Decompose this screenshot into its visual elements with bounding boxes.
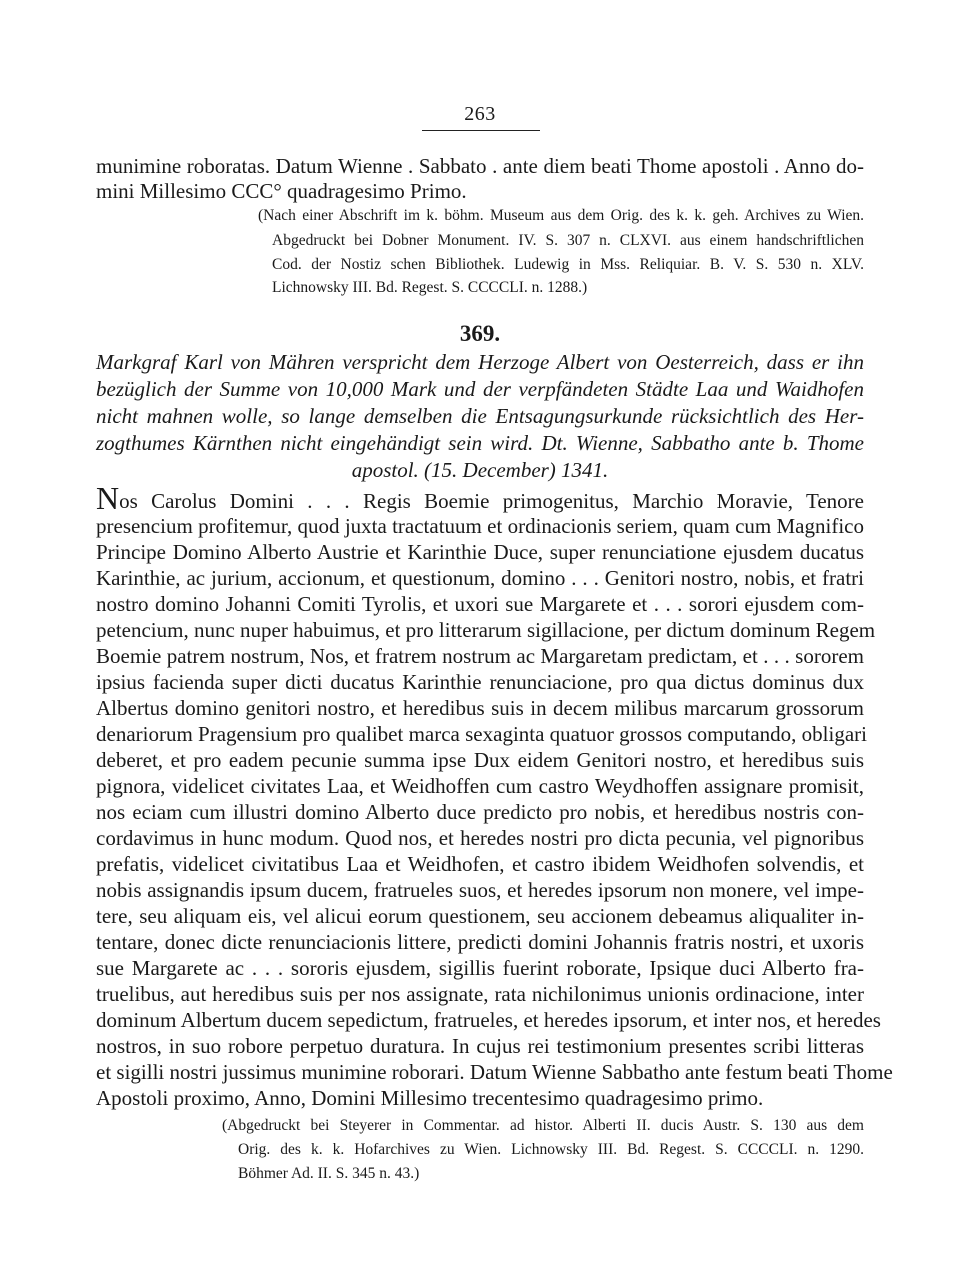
body-line: tentare, donec dicte renunciacionis littere, predicti domini Johannis fratris nostri, et uxoris — [96, 930, 864, 954]
body-line: et sigilli nostri jussimus munimine roborari. Datum Wienne Sabbatho ante festum beati Thome — [96, 1060, 893, 1084]
prev-doc-line: mini Millesimo CCC° quadragesimo Primo. — [96, 179, 467, 203]
body-line: cordavimus in hunc modum. Quod nos, et heredes nostri pro dicta pecunia, vel pignoribus — [96, 826, 864, 850]
body-line: nobis assignandis ipsum ducem, fratrueles suos, et heredes ipsorum non monere, vel impe- — [96, 878, 864, 902]
header-rule — [422, 130, 540, 131]
body-line: prefatis, videlicet civitatibus Laa et Weidhofen, et castro ibidem Weidhofen solvendis, et — [96, 852, 864, 876]
body-line: nostro domino Johanni Comiti Tyrolis, et uxori sue Margarete et . . . sorori ejusdem com- — [96, 592, 864, 616]
body-line: Karinthie, ac jurium, accionum, et questionum, domino . . . Genitori nostro, nobis, et fratri — [96, 566, 864, 590]
body-line: ipsius facienda super dicti ducatus Karinthie renunciacione, pro qua dictus dominus dux — [96, 670, 864, 694]
body-line: nostros, in suo robore perpetuo duratura. In cujus rei testimonium presentes scribi litteras — [96, 1034, 864, 1058]
body-line: Principe Domino Alberto Austrie et Karinthie Duce, super renunciatione ejusdem ducatus — [96, 540, 864, 564]
body-first-line — [96, 482, 864, 514]
body-line: denariorum Pragensium pro qualibet marca sexaginta quatuor grossos computando, obligari — [96, 722, 867, 746]
body-line: petencium, nunc nuper habuimus, et pro litterarum sigillacione, per dictum dominum Regem — [96, 618, 876, 642]
body-line: Apostoli proximo, Anno, Domini Millesimo trecentesimo quadragesimo primo. — [96, 1086, 764, 1110]
body-line: Boemie patrem nostrum, Nos, et fratrem nostrum ac Margaretam predictam, et . . . sororem — [96, 644, 864, 668]
drop-cap: N — [96, 480, 120, 516]
body-line: Albertus domino genitori nostro, et heredibus suis in decem milibus marcarum grossorum — [96, 696, 864, 720]
prev-doc-note-line: (Nach einer Abschrift im k. böhm. Museum aus dem Orig. des k. k. geh. Archives zu Wien. — [258, 207, 864, 224]
body-line: dominum Albertum ducem sepedictum, fratrueles, et heredes ipsorum, et inter nos, et heredes — [96, 1008, 881, 1032]
summary-line: Markgraf Karl von Mähren verspricht dem Herzoge Albert von Oesterreich, dass er ihn — [96, 350, 864, 374]
body-line: tere, seu aliquam eis, vel alicui eorum questionem, seu accionem debeamus aliqualiter in- — [96, 904, 864, 928]
body-line: pignora, videlicet civitates Laa, et Weidhoffen cum castro Weydhoffen assignare promisit, — [96, 774, 864, 798]
body-line: os Carolus Domini . . . Regis Boemie primogenitus, Marchio Moravie, Tenore — [119, 489, 864, 513]
body-line: sue Margarete ac . . . sororis ejusdem, sigillis fuerint roborate, Ipsique duci Alberto fra- — [96, 956, 864, 980]
summary-line: bezüglich der Summe von 10,000 Mark und der verpfändeten Städte Laa und Waidhofen — [96, 377, 864, 401]
page-number: 263 — [464, 103, 496, 125]
document-note-line: Böhmer Ad. II. S. 345 n. 43.) — [238, 1165, 420, 1182]
body-line: presencium profitemur, quod juxta tractatuum et ordinacionis seriem, quam cum Magnifico — [96, 514, 864, 538]
prev-doc-line: munimine roboratas. Datum Wienne . Sabbato . ante diem beati Thome apostoli . Anno do- — [96, 154, 864, 178]
body-line: deberet, et pro eadem pecunie summa ipse Dux eidem Genitori nostro, et heredibus suis — [96, 748, 864, 772]
document-number: 369. — [459, 321, 501, 346]
summary-line: nicht mahnen wolle, so lange demselben die Entsagungsurkunde rücksichtlich des Her- — [96, 404, 864, 428]
body-line: truelibus, aut heredibus suis per nos assignate, rata nichilonimus unionis ordinacione, inter — [96, 982, 864, 1006]
summary-line: zogthumes Kärnthen nicht eingehändigt sein wird. Dt. Wienne, Sabbatho ante b. Thome — [96, 431, 864, 455]
prev-doc-note-line: Cod. der Nostiz schen Bibliothek. Ludewig in Mss. Reliquiar. B. V. S. 530 n. XLV. — [272, 256, 864, 273]
prev-doc-note-line: Abgedruckt bei Dobner Monument. IV. S. 307 n. CLXVI. aus einem handschriftlichen — [272, 232, 864, 249]
prev-doc-note-line: Lichnowsky III. Bd. Regest. S. CCCCLI. n. 1288.) — [272, 279, 588, 296]
document-note-line: Orig. des k. k. Hofarchives zu Wien. Lichnowsky III. Bd. Regest. S. CCCCLI. n. 1290. — [238, 1141, 864, 1158]
body-line: nos eciam cum illustri domino Alberto duce predicto pro nobis, et heredibus nostris con- — [96, 800, 864, 824]
document-note-line: (Abgedruckt bei Steyerer in Commentar. ad histor. Alberti II. ducis Austr. S. 130 aus dem — [222, 1117, 864, 1134]
summary-line: apostol. (15. December) 1341. — [351, 458, 609, 482]
